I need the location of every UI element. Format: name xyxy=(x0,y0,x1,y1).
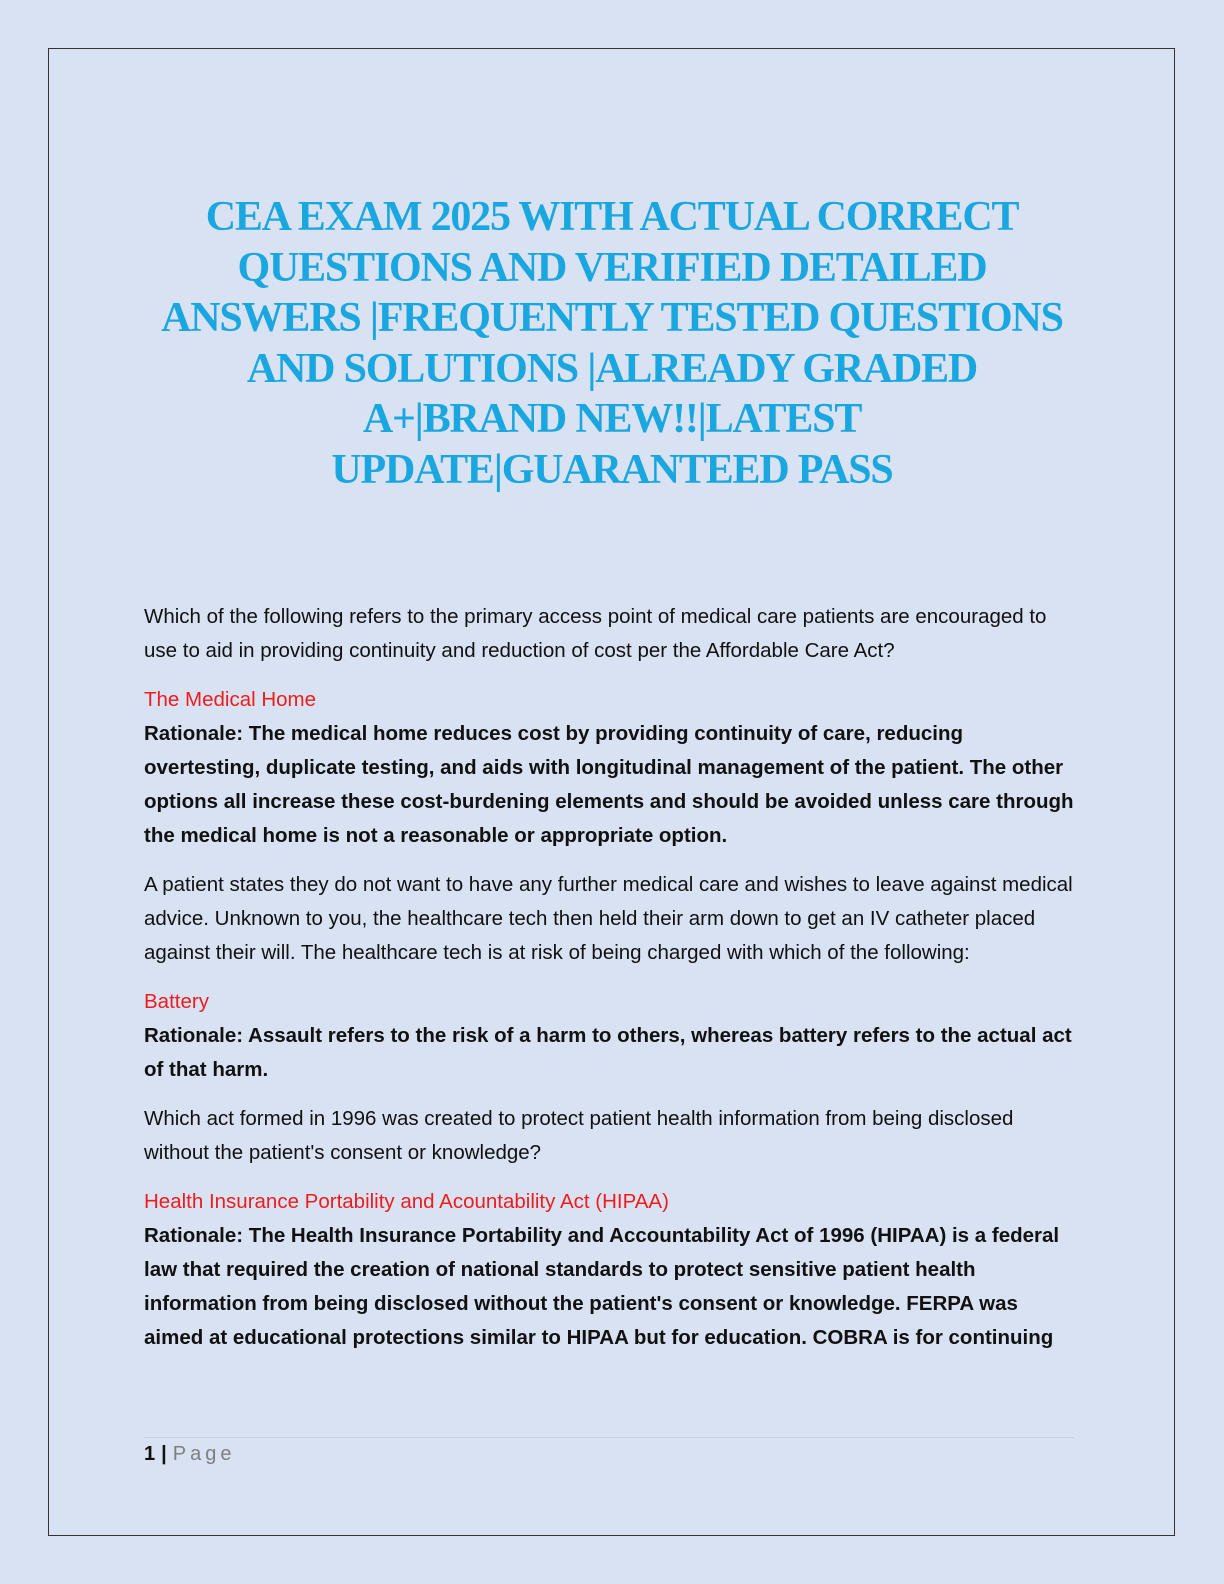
page-footer xyxy=(144,1440,235,1468)
answer-1: The Medical Home xyxy=(144,688,317,711)
document-body xyxy=(144,600,1079,1370)
answer-2: Battery xyxy=(144,990,209,1013)
rationale-3: Rationale: The Health Insurance Portability and Accountability Act of 1996 (HIPAA) is a federal law that required the creation of national standards to protect sensitive patient health information from being disclosed without the patient's consent or knowledge. FERPA was aimed at educational protections similar to HIPAA but for education. COBRA is for continuing xyxy=(144,1224,1060,1349)
footer-divider xyxy=(144,1437,1074,1438)
question-3: Which act formed in 1996 was created to protect patient health information from being disclosed without the patient's consent or knowledge? xyxy=(144,1107,1014,1164)
question-2: A patient states they do not want to have any further medical care and wishes to leave against medical advice. Unknown to you, the healthcare tech then held their arm down to get an IV catheter placed against their will. The healthcare tech is at risk of being charged with which of the following: xyxy=(144,873,1073,964)
page-number: 1 xyxy=(144,1443,156,1465)
question-1: Which of the following refers to the primary access point of medical care patients are encouraged to use to aid in providing continuity and reduction of cost per the Affordable Care Act? xyxy=(144,605,1047,662)
rationale-1: Rationale: The medical home reduces cost by providing continuity of care, reducing overtesting, duplicate testing, and aids with longitudinal management of the patient. The other options all increase these cost-burdening elements and should be avoided unless care through the medical home is not a reasonable or appropriate option. xyxy=(144,722,1074,847)
footer-separator: | xyxy=(161,1443,167,1465)
answer-3: Health Insurance Portability and Acountability Act (HIPAA) xyxy=(144,1190,669,1213)
document-title: CEA EXAM 2025 WITH ACTUAL CORRECT QUESTIONS AND VERIFIED DETAILED ANSWERS |FREQUENTLY TESTED QUESTIONS AND SOLUTIONS |ALREADY GRADED A+|BRAND NEW!!|LATEST UPDATE|GUARANTEED PASS xyxy=(161,194,1063,493)
page-label: Page xyxy=(172,1443,236,1465)
rationale-2: Rationale: Assault refers to the risk of a harm to others, whereas battery refers to the actual act of that harm. xyxy=(144,1024,1072,1081)
